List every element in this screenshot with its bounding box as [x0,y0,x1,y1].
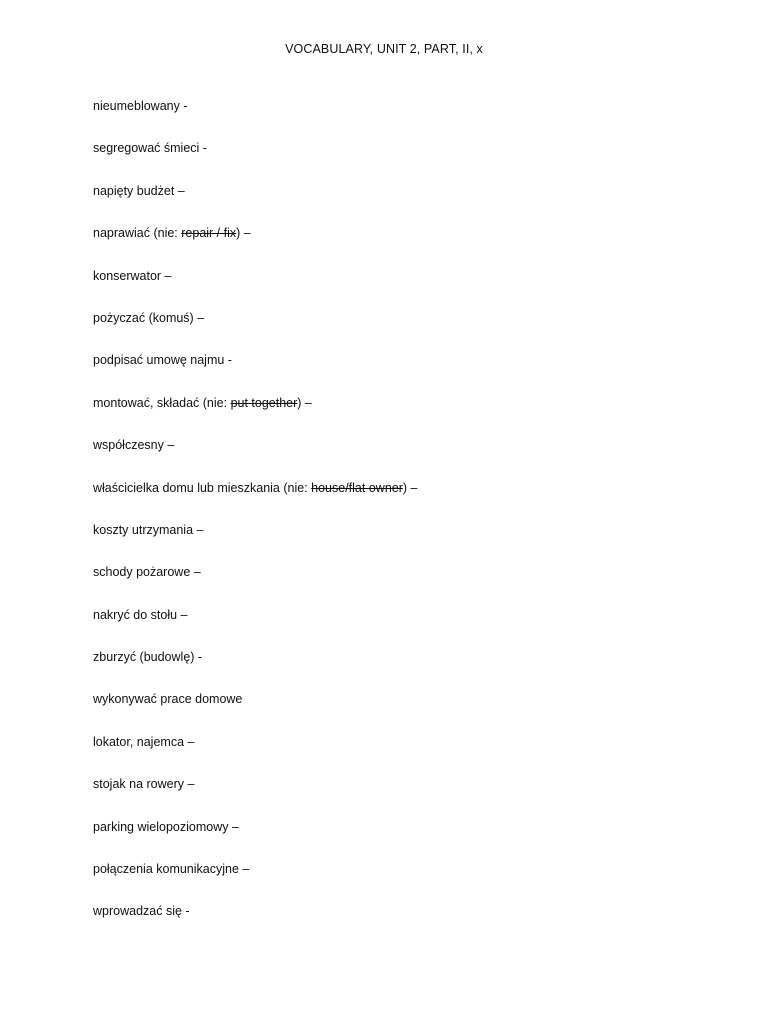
struck-out-term: house/flat owner [311,480,403,495]
entry-text-before: naprawiać (nie: [93,226,182,241]
vocabulary-entry [93,733,417,775]
vocabulary-entry [93,351,417,393]
vocabulary-entry [93,182,417,224]
document-title: VOCABULARY, UNIT 2, PART, II, x [285,42,483,56]
entry-text: schody pożarowe – [93,565,201,580]
entry-text: wykonywać prace domowe [93,692,243,707]
vocabulary-entry [93,563,417,605]
vocabulary-entry [93,775,417,817]
entry-text-after: ) – [402,480,418,495]
vocabulary-entry [93,267,417,309]
vocabulary-entry [93,521,417,563]
entry-text: segregować śmieci - [93,141,207,156]
vocabulary-entry [93,860,417,902]
entry-text: lokator, najemca – [93,734,195,749]
entry-text: połączenia komunikacyjne – [93,862,250,877]
vocabulary-entry [93,606,417,648]
vocabulary-entry [93,394,417,436]
entry-text: zburzyć (budowlę) - [93,650,203,665]
entry-text: koszty utrzymania – [93,522,204,537]
entry-text: nakryć do stołu – [93,607,188,622]
vocabulary-entry [93,139,417,181]
vocabulary-entry [93,818,417,860]
vocabulary-entry [93,309,417,351]
struck-out-term: repair / fix [181,226,237,241]
entry-text-before: właścicielka domu lub mieszkania (nie: [93,480,312,495]
entry-text: napięty budżet – [93,183,185,198]
vocabulary-entry [93,690,417,732]
entry-text-after: ) – [236,226,251,241]
vocabulary-entry [93,648,417,690]
vocabulary-list [93,97,417,945]
entry-text: nieumeblowany - [93,99,188,113]
entry-text: parking wielopoziomowy – [93,819,239,834]
entry-text-after: ) – [297,395,312,410]
vocabulary-entry [93,224,417,266]
vocabulary-entry [93,436,417,478]
vocabulary-entry [93,97,417,139]
entry-text: pożyczać (komuś) – [93,310,205,325]
vocabulary-entry [93,479,417,521]
entry-text: stojak na rowery – [93,777,195,792]
entry-text: współczesny – [93,438,175,453]
struck-out-term: put together [230,395,298,410]
vocabulary-entry [93,902,417,944]
entry-text: wprowadzać się - [93,904,190,919]
entry-text-before: montować, składać (nie: [93,395,231,410]
entry-text: podpisać umowę najmu - [93,353,232,368]
entry-text: konserwator – [93,268,172,283]
